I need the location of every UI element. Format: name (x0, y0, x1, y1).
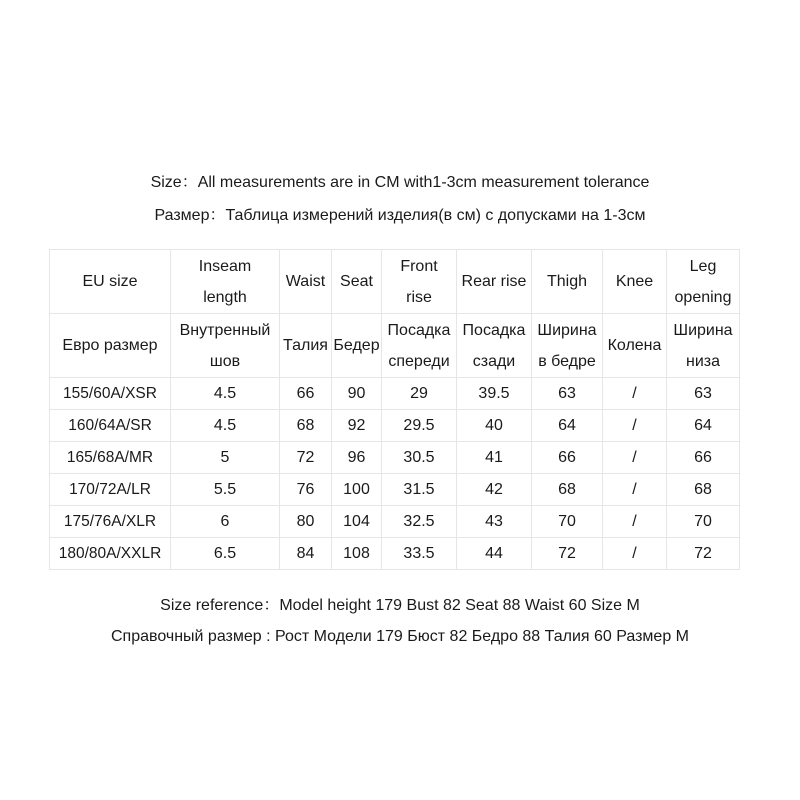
measurement-cell: / (603, 474, 667, 506)
header-line: Inseam (198, 257, 252, 275)
header-line: Waist (285, 273, 326, 290)
header-line: спереди (388, 352, 450, 370)
measurement-cell: 30.5 (382, 442, 457, 474)
measurement-note-ru: Размер：Таблица измерений изделия(в см) с допусками на 1-3см (154, 207, 646, 224)
size-label-cell: 155/60A/XSR (50, 378, 171, 410)
header-line: Rear rise (461, 273, 527, 290)
header-line: Евро размер (62, 337, 158, 354)
header-cell (332, 250, 382, 314)
size-table (49, 249, 740, 570)
header-line: Ширина (537, 321, 597, 339)
measurement-cell: 41 (457, 442, 532, 474)
size-label-cell: 165/68A/MR (50, 442, 171, 474)
measurement-cell: 33.5 (382, 538, 457, 570)
measurement-cell: 64 (667, 410, 740, 442)
header-line: шов (209, 352, 241, 370)
header-cell (667, 250, 740, 314)
header-line: сзади (472, 352, 516, 370)
header-line: Бедер (333, 337, 380, 354)
measurement-cell: 70 (532, 506, 603, 538)
measurement-cell: 104 (332, 506, 382, 538)
measurement-cell: 80 (280, 506, 332, 538)
header-line: Посадка (387, 321, 451, 339)
header-line: EU size (82, 273, 138, 290)
header-cell (667, 314, 740, 378)
measurement-cell: / (603, 378, 667, 410)
measurement-cell: 42 (457, 474, 532, 506)
header-line: в бедре (538, 352, 596, 370)
header-cell (171, 250, 280, 314)
header-line: Посадка (462, 321, 526, 339)
measurement-cell: 92 (332, 410, 382, 442)
measurement-cell: 5 (171, 442, 280, 474)
header-cell (532, 314, 603, 378)
measurement-cell: / (603, 410, 667, 442)
measurement-cell: 6 (171, 506, 280, 538)
measurement-cell: 63 (667, 378, 740, 410)
table-row (50, 378, 740, 410)
measurement-cell: 29.5 (382, 410, 457, 442)
measurement-cell: 43 (457, 506, 532, 538)
measurement-cell: / (603, 442, 667, 474)
measurement-cell: 72 (280, 442, 332, 474)
measurement-cell: 4.5 (171, 410, 280, 442)
measurement-cell: 66 (532, 442, 603, 474)
size-label-cell: 175/76A/XLR (50, 506, 171, 538)
header-cell (603, 250, 667, 314)
header-cell (532, 250, 603, 314)
header-cell (50, 314, 171, 378)
header-line: Внутренный (179, 321, 271, 339)
header-line: Талия (283, 337, 328, 354)
header-row-ru (50, 314, 740, 378)
measurement-cell: 39.5 (457, 378, 532, 410)
header-line: Front (400, 257, 438, 275)
header-row-en (50, 250, 740, 314)
measurement-cell: 66 (667, 442, 740, 474)
table-row (50, 506, 740, 538)
header-line: rise (406, 288, 432, 306)
measurement-cell: 72 (667, 538, 740, 570)
table-row (50, 410, 740, 442)
measurement-note-en: Size：All measurements are in CM with1-3cm measurement tolerance (150, 174, 650, 191)
header-line: Leg (689, 257, 717, 275)
table-row (50, 474, 740, 506)
measurement-cell: 84 (280, 538, 332, 570)
measurement-cell: 72 (532, 538, 603, 570)
measurement-cell: 70 (667, 506, 740, 538)
measurement-cell: 29 (382, 378, 457, 410)
measurement-cell: 4.5 (171, 378, 280, 410)
header-cell (457, 250, 532, 314)
measurement-cell: 68 (667, 474, 740, 506)
header-line: opening (674, 288, 732, 306)
measurement-cell: 44 (457, 538, 532, 570)
size-label-cell: 160/64A/SR (50, 410, 171, 442)
header-cell (171, 314, 280, 378)
header-cell (382, 250, 457, 314)
header-cell (603, 314, 667, 378)
header-line: Seat (340, 273, 373, 290)
measurement-cell: 68 (280, 410, 332, 442)
measurement-cell: 108 (332, 538, 382, 570)
measurement-cell: / (603, 506, 667, 538)
measurement-cell: 64 (532, 410, 603, 442)
header-line: низа (685, 352, 720, 370)
measurement-cell: 32.5 (382, 506, 457, 538)
measurement-cell: 5.5 (171, 474, 280, 506)
header-line: Thigh (546, 273, 588, 290)
size-reference-ru: Справочный размер : Рост Модели 179 Бюст 82 Бедро 88 Талия 60 Размер М (110, 628, 689, 645)
header-cell (280, 250, 332, 314)
header-cell (457, 314, 532, 378)
measurement-cell: 66 (280, 378, 332, 410)
measurement-cell: 96 (332, 442, 382, 474)
size-label-cell: 180/80A/XXLR (50, 538, 171, 570)
header-line: Knee (615, 273, 654, 290)
measurement-cell: 40 (457, 410, 532, 442)
measurement-cell: / (603, 538, 667, 570)
size-label-cell: 170/72A/LR (50, 474, 171, 506)
header-cell (382, 314, 457, 378)
header-line: Ширина (673, 321, 733, 339)
measurement-cell: 6.5 (171, 538, 280, 570)
measurement-cell: 68 (532, 474, 603, 506)
measurement-cell: 63 (532, 378, 603, 410)
header-cell (332, 314, 382, 378)
header-cell (280, 314, 332, 378)
measurement-cell: 90 (332, 378, 382, 410)
size-reference-en: Size reference：Model height 179 Bust 82 Seat 88 Waist 60 Size M (160, 597, 640, 614)
measurement-cell: 76 (280, 474, 332, 506)
header-line: length (203, 288, 247, 306)
table-row (50, 538, 740, 570)
header-cell (50, 250, 171, 314)
measurement-cell: 100 (332, 474, 382, 506)
table-row (50, 442, 740, 474)
measurement-cell: 31.5 (382, 474, 457, 506)
header-line: Колена (607, 337, 662, 354)
